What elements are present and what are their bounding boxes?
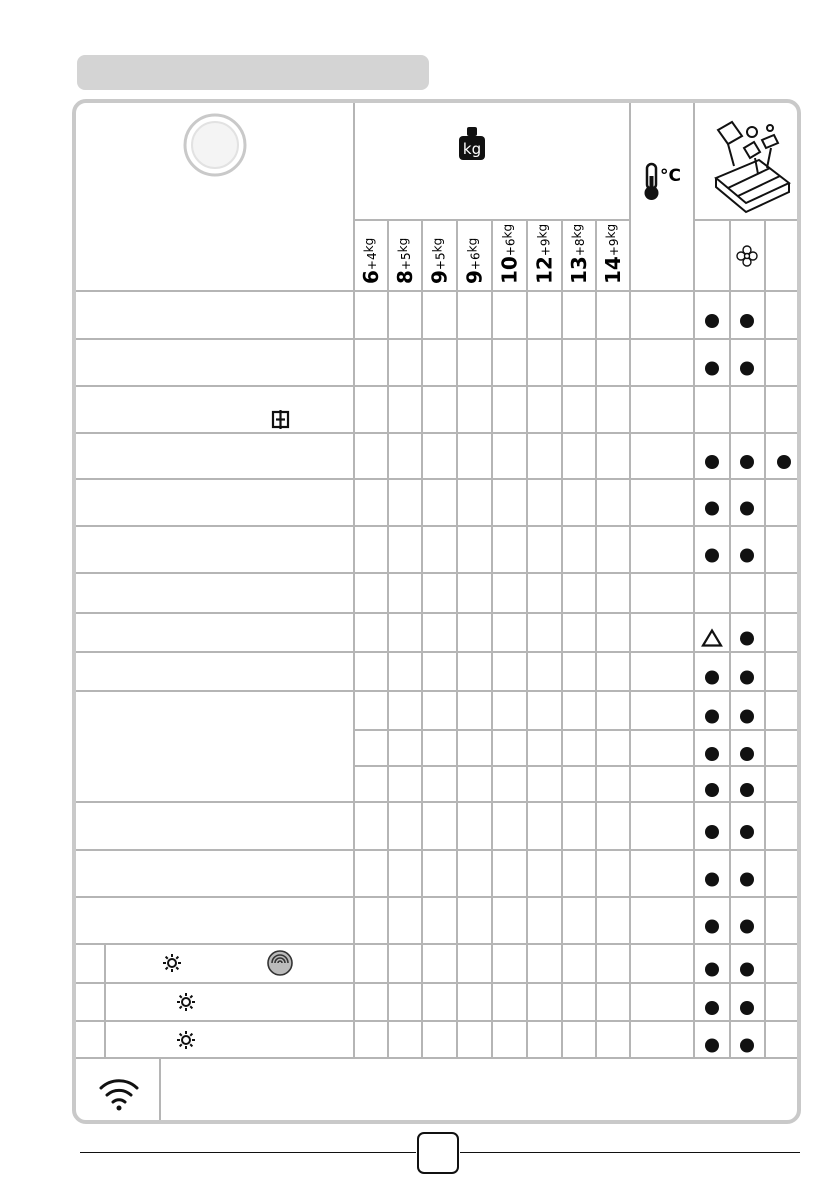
svg-text:14+9kg: [601, 224, 625, 284]
capacity-unit: kg: [500, 223, 515, 239]
detergent-drawer-icon: [716, 122, 789, 212]
capacity-unit: kg: [570, 223, 584, 239]
capacity-unit: kg: [465, 237, 480, 253]
capacity-main: 14: [601, 256, 625, 284]
capacity-sub: +6: [503, 238, 518, 257]
capacity-label: [428, 238, 452, 284]
capacity-label: [601, 224, 625, 284]
filled-dot-mark: [705, 920, 719, 934]
filled-dot-mark: [740, 710, 754, 724]
filled-dot-mark: [705, 1001, 719, 1015]
capacity-unit: kg: [430, 237, 445, 253]
capacity-unit: kg: [604, 223, 618, 239]
filled-dot-mark: [740, 920, 754, 934]
wifi-icon: [101, 1081, 137, 1111]
wool-icon: [268, 951, 292, 975]
capacity-main: 8: [393, 270, 417, 284]
svg-text:9+6kg: [463, 238, 487, 284]
capacity-main: 9: [462, 270, 487, 284]
thermometer-icon: [645, 164, 681, 200]
capacity-main: 9: [427, 270, 452, 284]
svg-text:9+5kg: [428, 238, 452, 284]
footer-rule-right: [460, 1152, 800, 1153]
capacity-main: 6: [359, 270, 383, 284]
sun-icon: [177, 993, 195, 1011]
page-number-box: [417, 1132, 459, 1174]
filled-dot-mark: [705, 455, 719, 469]
capacity-unit: kg: [396, 237, 410, 253]
capacity-label: [567, 224, 591, 284]
filled-dot-mark: [705, 549, 719, 563]
filled-dot-mark: [705, 502, 719, 516]
capacity-sub: +4: [365, 252, 379, 271]
svg-text:10+6kg: [498, 224, 522, 284]
svg-text:12+9kg: [533, 224, 557, 284]
sun-icon: [163, 954, 181, 972]
temperature-label: °C: [660, 166, 681, 186]
filled-dot-mark: [740, 783, 754, 797]
filled-dot-mark: [740, 314, 754, 328]
softener-flower-icon: [737, 246, 757, 266]
svg-text:6+4kg: [359, 238, 383, 284]
footer-rule-left: [80, 1152, 416, 1153]
sun-icon: [177, 1031, 195, 1049]
steam-box-icon: [273, 410, 288, 429]
filled-dot-mark: [740, 963, 754, 977]
capacity-label: [359, 238, 383, 284]
filled-dot-mark: [705, 710, 719, 724]
filled-dot-mark: [705, 963, 719, 977]
filled-dot-mark: [740, 825, 754, 839]
capacity-main: 13: [567, 256, 591, 284]
capacity-sub: +5: [433, 252, 448, 271]
filled-dot-mark: [740, 873, 754, 887]
filled-dot-mark: [740, 632, 754, 646]
capacity-sub: +6: [468, 252, 483, 271]
capacity-main: 12: [532, 256, 557, 284]
triangle-mark: [703, 631, 721, 646]
weight-icon: [459, 127, 485, 160]
capacity-sub: +8: [573, 238, 587, 257]
capacity-label: [533, 224, 557, 284]
filled-dot-mark: [740, 455, 754, 469]
filled-dot-mark: [705, 873, 719, 887]
filled-dot-mark: [777, 455, 791, 469]
capacity-sub: +9: [607, 238, 621, 257]
capacity-sub: +5: [399, 252, 413, 271]
filled-dot-mark: [705, 362, 719, 376]
capacity-unit: kg: [535, 223, 550, 239]
capacity-label: [463, 238, 487, 284]
filled-dot-mark: [705, 1039, 719, 1053]
filled-dot-mark: [740, 549, 754, 563]
capacity-main: 10: [497, 256, 522, 284]
svg-text:8+5kg: [393, 238, 417, 284]
capacity-label: [393, 238, 417, 284]
filled-dot-mark: [740, 1001, 754, 1015]
filled-dot-mark: [705, 314, 719, 328]
capacity-label: [498, 224, 522, 284]
filled-dot-mark: [740, 1039, 754, 1053]
filled-dot-mark: [705, 825, 719, 839]
filled-dot-mark: [740, 671, 754, 685]
capacity-unit: kg: [362, 237, 376, 253]
filled-dot-mark: [740, 502, 754, 516]
weight-icon-label: kg: [462, 140, 482, 158]
filled-dot-mark: [740, 362, 754, 376]
filled-dot-mark: [705, 747, 719, 761]
svg-text:13+8kg: [567, 224, 591, 284]
filled-dot-mark: [705, 671, 719, 685]
filled-dot-mark: [740, 747, 754, 761]
capacity-sub: +9: [538, 238, 553, 257]
filled-dot-mark: [705, 783, 719, 797]
